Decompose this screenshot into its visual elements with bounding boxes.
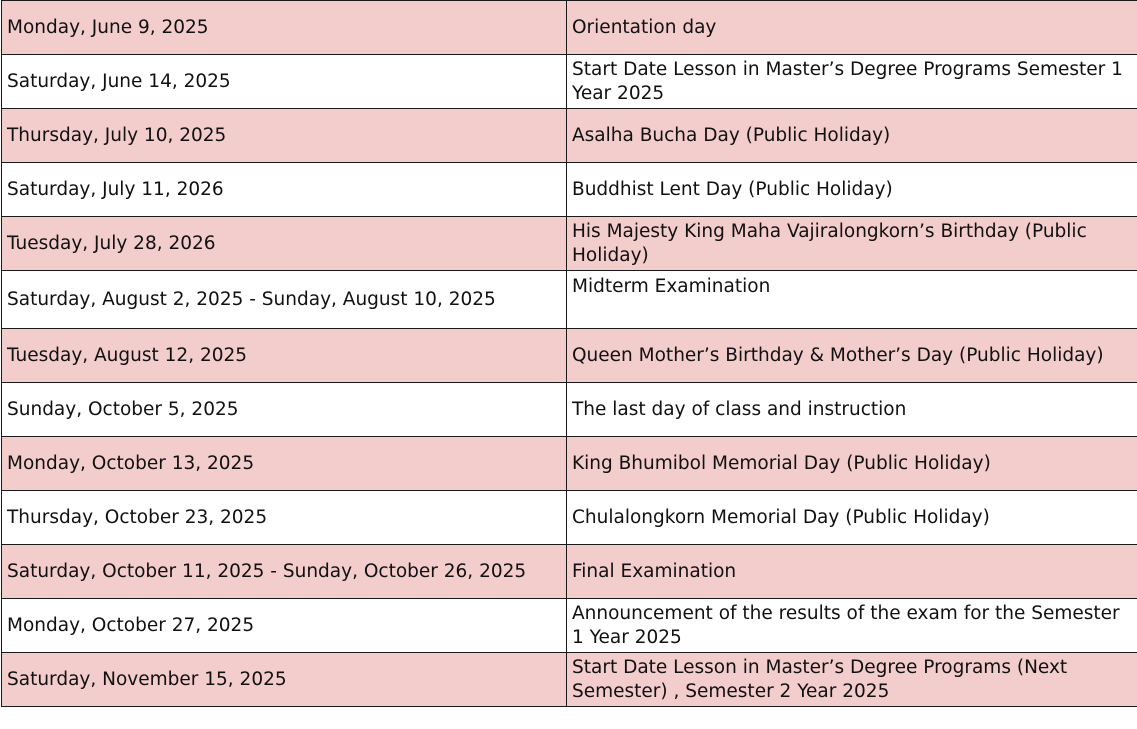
event-cell: Midterm Examination (567, 271, 1137, 329)
table-row (2, 383, 1137, 437)
date-cell: Saturday, July 11, 2026 (2, 163, 567, 217)
date-cell: Monday, October 13, 2025 (2, 437, 567, 491)
academic-calendar-table (1, 0, 1137, 707)
event-cell: Orientation day (567, 1, 1137, 55)
event-cell: Chulalongkorn Memorial Day (Public Holiday) (567, 491, 1137, 545)
table-row (2, 545, 1137, 599)
event-cell: Announcement of the results of the exam for the Semester 1 Year 2025 (567, 599, 1137, 653)
date-cell: Monday, June 9, 2025 (2, 1, 567, 55)
event-cell: Queen Mother’s Birthday & Mother’s Day (Public Holiday) (567, 329, 1137, 383)
table-row (2, 599, 1137, 653)
date-cell: Saturday, November 15, 2025 (2, 653, 567, 707)
date-cell: Sunday, October 5, 2025 (2, 383, 567, 437)
table-row (2, 271, 1137, 329)
date-cell: Thursday, July 10, 2025 (2, 109, 567, 163)
table-row (2, 109, 1137, 163)
date-cell: Saturday, June 14, 2025 (2, 55, 567, 109)
table-row (2, 491, 1137, 545)
date-cell: Monday, October 27, 2025 (2, 599, 567, 653)
event-cell: Buddhist Lent Day (Public Holiday) (567, 163, 1137, 217)
event-cell: Final Examination (567, 545, 1137, 599)
date-cell: Saturday, October 11, 2025 - Sunday, October 26, 2025 (2, 545, 567, 599)
table-row (2, 437, 1137, 491)
event-cell: The last day of class and instruction (567, 383, 1137, 437)
date-cell: Saturday, August 2, 2025 - Sunday, August 10, 2025 (2, 271, 567, 329)
event-cell: King Bhumibol Memorial Day (Public Holiday) (567, 437, 1137, 491)
table-row (2, 55, 1137, 109)
table-row (2, 653, 1137, 707)
date-cell: Thursday, October 23, 2025 (2, 491, 567, 545)
event-cell: Start Date Lesson in Master’s Degree Programs (Next Semester) , Semester 2 Year 2025 (567, 653, 1137, 707)
date-cell: Tuesday, July 28, 2026 (2, 217, 567, 271)
table-row (2, 1, 1137, 55)
table-row (2, 329, 1137, 383)
event-cell: Start Date Lesson in Master’s Degree Programs Semester 1 Year 2025 (567, 55, 1137, 109)
event-cell: Asalha Bucha Day (Public Holiday) (567, 109, 1137, 163)
table-row (2, 163, 1137, 217)
table-row (2, 217, 1137, 271)
event-cell: His Majesty King Maha Vajiralongkorn’s Birthday (Public Holiday) (567, 217, 1137, 271)
date-cell: Tuesday, August 12, 2025 (2, 329, 567, 383)
